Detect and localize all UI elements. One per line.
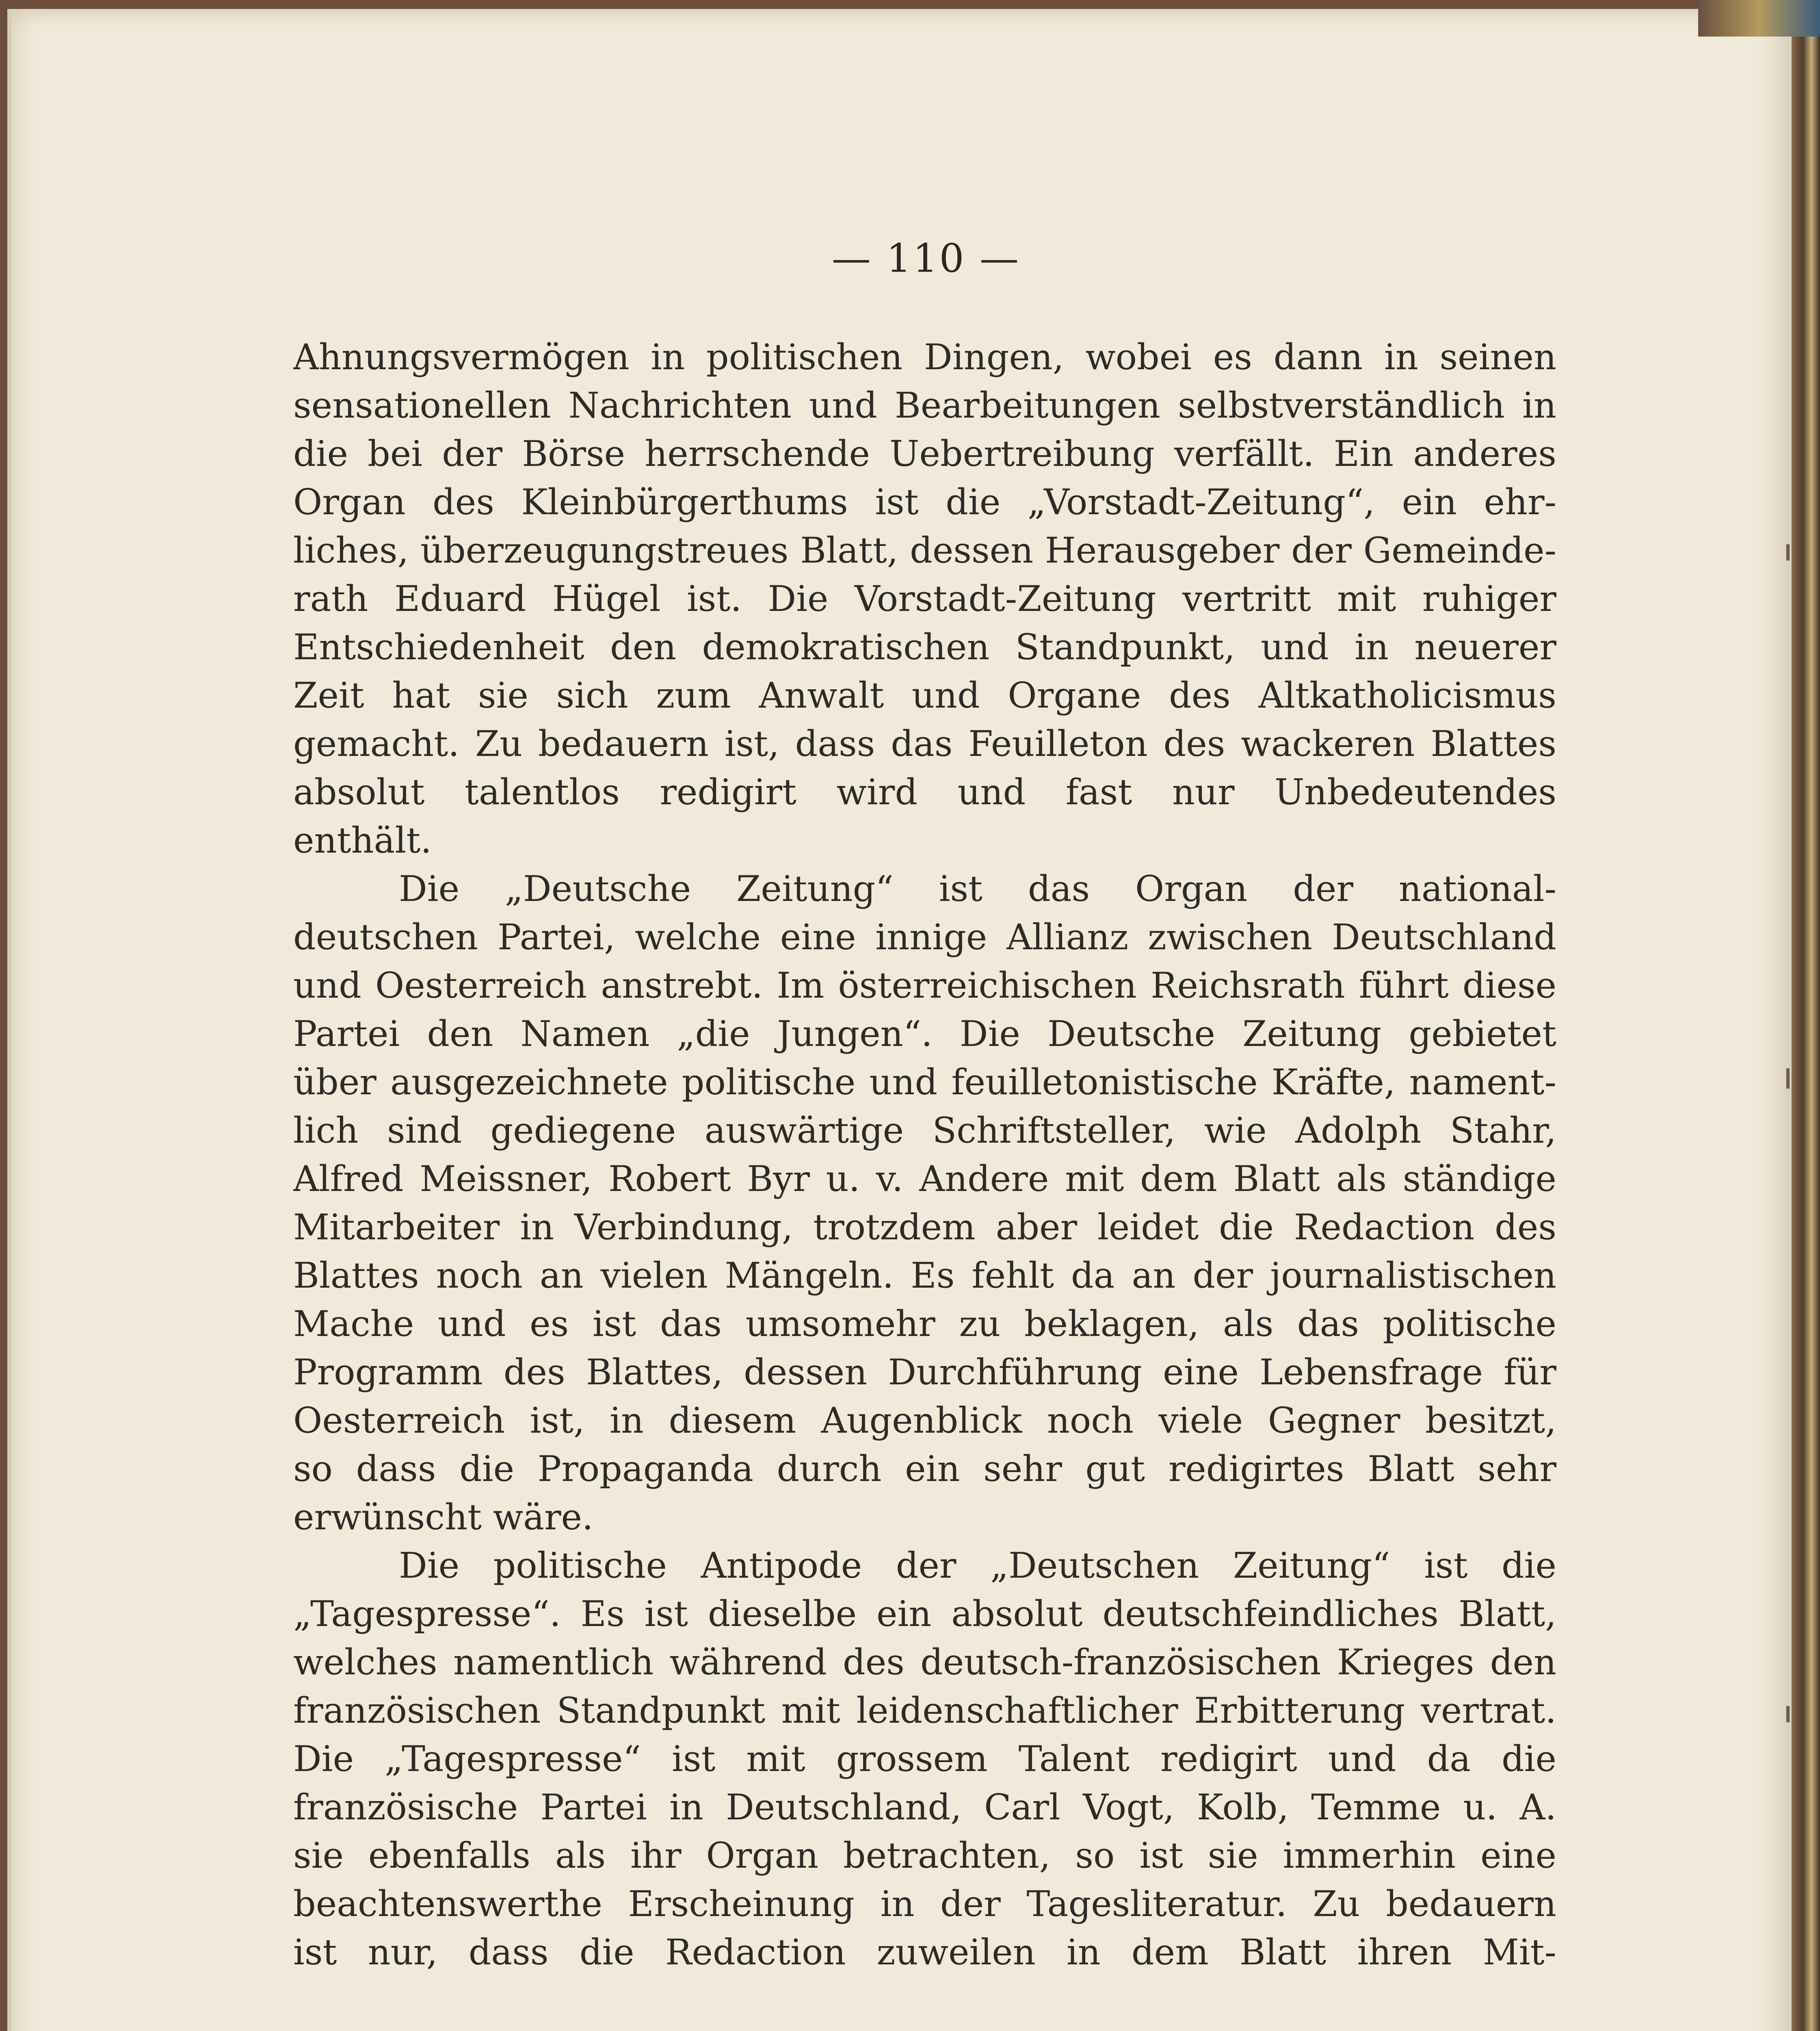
text-line: über ausgezeichnete politische und feuilletonistische Kräfte, nament- — [293, 1061, 1556, 1103]
text-line: Blattes noch an vielen Mängeln. Es fehlt da an der journalistischen — [293, 1255, 1556, 1296]
text-line: Programm des Blattes, dessen Durchführung eine Lebensfrage für — [293, 1351, 1556, 1393]
text-line: rath Eduard Hügel ist. Die Vorstadt-Zeitung vertritt mit ruhiger — [293, 578, 1556, 619]
text-line: Mache und es ist das umsomehr zu beklagen, als das politische — [293, 1303, 1556, 1345]
text-line: gemacht. Zu bedauern ist, dass das Feuilleton des wackeren Blattes — [293, 723, 1556, 764]
text-line: und Oesterreich anstrebt. Im österreichischen Reichsrath führt diese — [293, 965, 1556, 1006]
text-line: ist nur, dass die Redaction zuweilen in dem Blatt ihren Mit- — [293, 1931, 1556, 1973]
text-line: Organ des Kleinbürgerthums ist die „Vorstadt-Zeitung“, ein ehr- — [293, 481, 1556, 523]
text-line: so dass die Propaganda durch ein sehr gut redigirtes Blatt sehr — [293, 1448, 1556, 1490]
text-line: sie ebenfalls als ihr Organ betrachten, so ist sie immerhin eine — [293, 1835, 1556, 1876]
text-line: Oesterreich ist, in diesem Augenblick noch viele Gegner besitzt, — [293, 1400, 1556, 1441]
text-line: sensationellen Nachrichten und Bearbeitungen selbstverständlich in — [293, 385, 1556, 426]
text-line: Mitarbeiter in Verbindung, trotzdem aber leidet die Redaction des — [293, 1206, 1556, 1248]
text-line: Die „Tagespresse“ ist mit grossem Talent redigirt und da die — [293, 1738, 1556, 1780]
text-line: absolut talentlos redigirt wird und fast nur Unbedeutendes — [293, 771, 1556, 813]
text-line: deutschen Partei, welche eine innige Allianz zwischen Deutschland — [293, 916, 1556, 958]
text-line: Partei den Namen „die Jungen“. Die Deutsche Zeitung gebietet — [293, 1013, 1556, 1054]
book-binding-edge — [1792, 0, 1820, 2031]
body-text — [293, 333, 1556, 1977]
text-line: beachtenswerthe Erscheinung in der Tagesliteratur. Zu bedauern — [293, 1883, 1556, 1925]
book-binding-corner — [1698, 0, 1820, 37]
text-line: lich sind gediegene auswärtige Schriftsteller, wie Adolph Stahr, — [293, 1110, 1556, 1151]
text-line: liches, überzeugungstreues Blatt, dessen Herausgeber der Gemeinde- — [293, 530, 1556, 571]
text-line: Die „Deutsche Zeitung“ ist das Organ der national- — [399, 868, 1556, 909]
text-line: welches namentlich während des deutsch-französischen Krieges den — [293, 1641, 1556, 1683]
text-line: Zeit hat sie sich zum Anwalt und Organe des Altkatholicismus — [293, 675, 1556, 716]
margin-mark — [1786, 1706, 1790, 1722]
page-number: — 110 — — [831, 236, 1021, 281]
text-line: Ahnungsvermögen in politischen Dingen, wobei es dann in seinen — [293, 336, 1556, 378]
text-line: französischen Standpunkt mit leidenschaftlicher Erbitterung vertrat. — [293, 1690, 1556, 1731]
text-line: die bei der Börse herrschende Uebertreibung verfällt. Ein anderes — [293, 433, 1556, 474]
text-line: „Tagespresse“. Es ist dieselbe ein absolut deutschfeindliches Blatt, — [293, 1593, 1556, 1635]
margin-mark — [1786, 1068, 1790, 1089]
text-line: enthält. — [293, 820, 432, 861]
text-line: Die politische Antipode der „Deutschen Zeitung“ ist die — [399, 1545, 1556, 1586]
text-line: französische Partei in Deutschland, Carl Vogt, Kolb, Temme u. A. — [293, 1786, 1556, 1828]
text-line: Alfred Meissner, Robert Byr u. v. Andere mit dem Blatt als ständige — [293, 1158, 1556, 1200]
text-line: Entschiedenheit den demokratischen Standpunkt, und in neuerer — [293, 626, 1556, 668]
text-line: erwünscht wäre. — [293, 1496, 593, 1538]
margin-mark — [1786, 544, 1790, 561]
